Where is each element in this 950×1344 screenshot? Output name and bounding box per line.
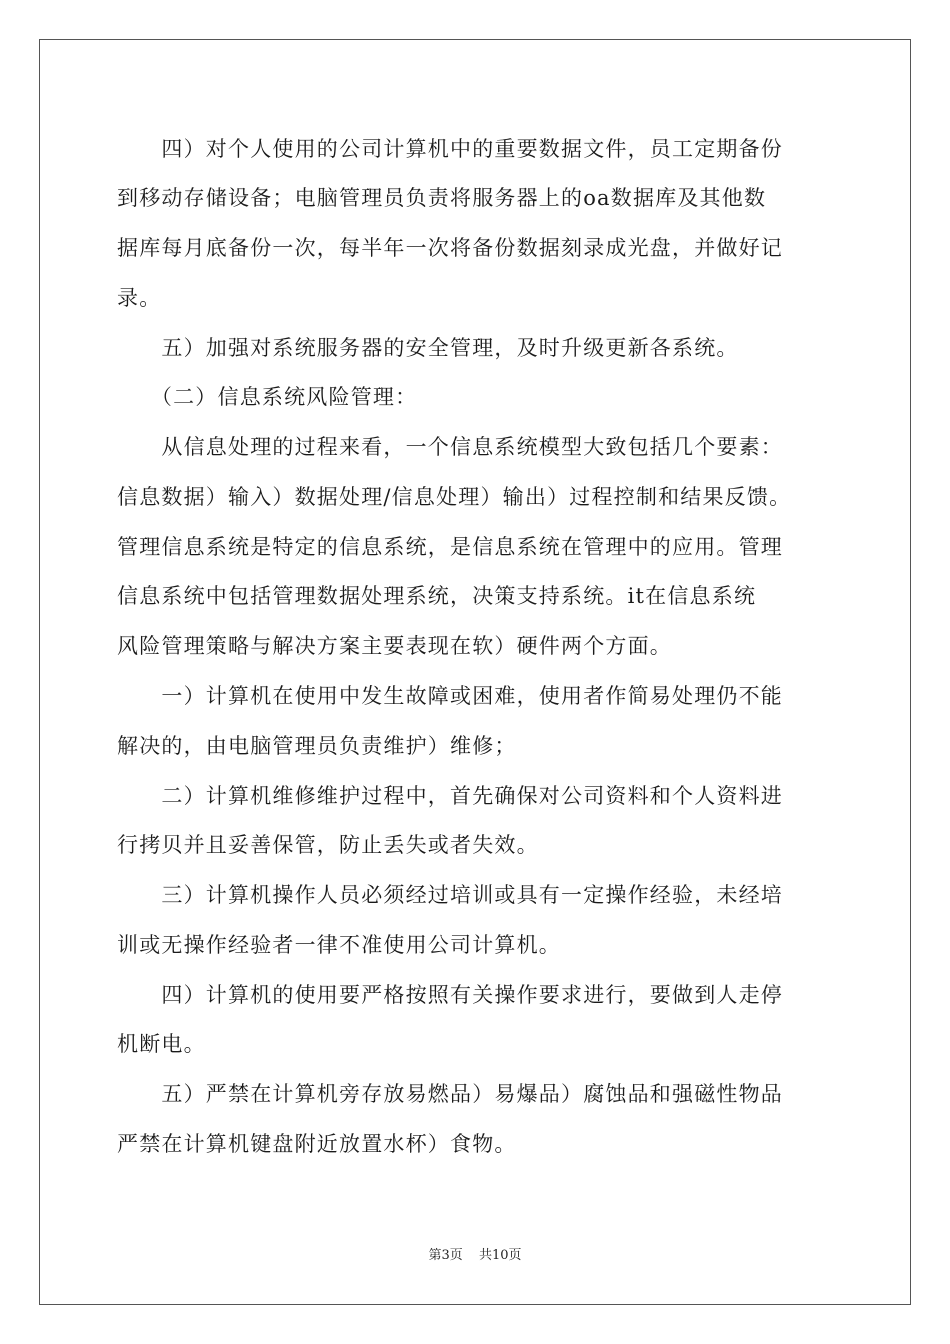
text-line: 五）加强对系统服务器的安全管理，及时升级更新各系统。 (117, 336, 739, 360)
text-line: 一）计算机在使用中发生故障或困难，使用者作简易处理仍不能 (117, 684, 783, 708)
text-line: 据库每月底备份一次，每半年一次将备份数据刻录成光盘，并做好记 (117, 236, 783, 260)
section-heading: （二）信息系统风险管理： (117, 385, 418, 409)
page-number: 第3页 (428, 1248, 463, 1263)
text-line: 机断电。 (117, 1032, 206, 1056)
text-line: 严禁在计算机键盘附近放置水杯）食物。 (117, 1132, 517, 1156)
page-footer (0, 1247, 950, 1265)
text-line: 解决的，由电脑管理员负责维护）维修； (117, 734, 517, 758)
text-line: 信息数据）输入）数据处理/信息处理）输出）过程控制和结果反馈。 (117, 485, 792, 509)
text-line: 二）计算机维修维护过程中，首先确保对公司资料和个人资料进 (117, 784, 783, 808)
page-border (39, 39, 911, 1305)
text-line: 录。 (117, 286, 162, 310)
text-line: 风险管理策略与解决方案主要表现在软）硬件两个方面。 (117, 634, 672, 658)
text-line: 训或无操作经验者一律不准使用公司计算机。 (117, 933, 561, 957)
text-line: 五）严禁在计算机旁存放易燃品）易爆品）腐蚀品和强磁性物品 (117, 1082, 783, 1106)
text-line: 从信息处理的过程来看，一个信息系统模型大致包括几个要素： (117, 435, 783, 459)
text-line: 信息系统中包括管理数据处理系统，决策支持系统。it在信息系统 (117, 584, 757, 608)
text-line: 四）计算机的使用要严格按照有关操作要求进行，要做到人走停 (117, 983, 783, 1007)
text-line: 管理信息系统是特定的信息系统，是信息系统在管理中的应用。管理 (117, 535, 783, 559)
text-line: 行拷贝并且妥善保管，防止丢失或者失效。 (117, 833, 539, 857)
text-line: 四）对个人使用的公司计算机中的重要数据文件，员工定期备份 (117, 137, 783, 161)
total-pages: 共10页 (478, 1248, 522, 1263)
text-line: 到移动存储设备；电脑管理员负责将服务器上的oa数据库及其他数 (117, 186, 767, 210)
text-line: 三）计算机操作人员必须经过培训或具有一定操作经验，未经培 (117, 883, 783, 907)
